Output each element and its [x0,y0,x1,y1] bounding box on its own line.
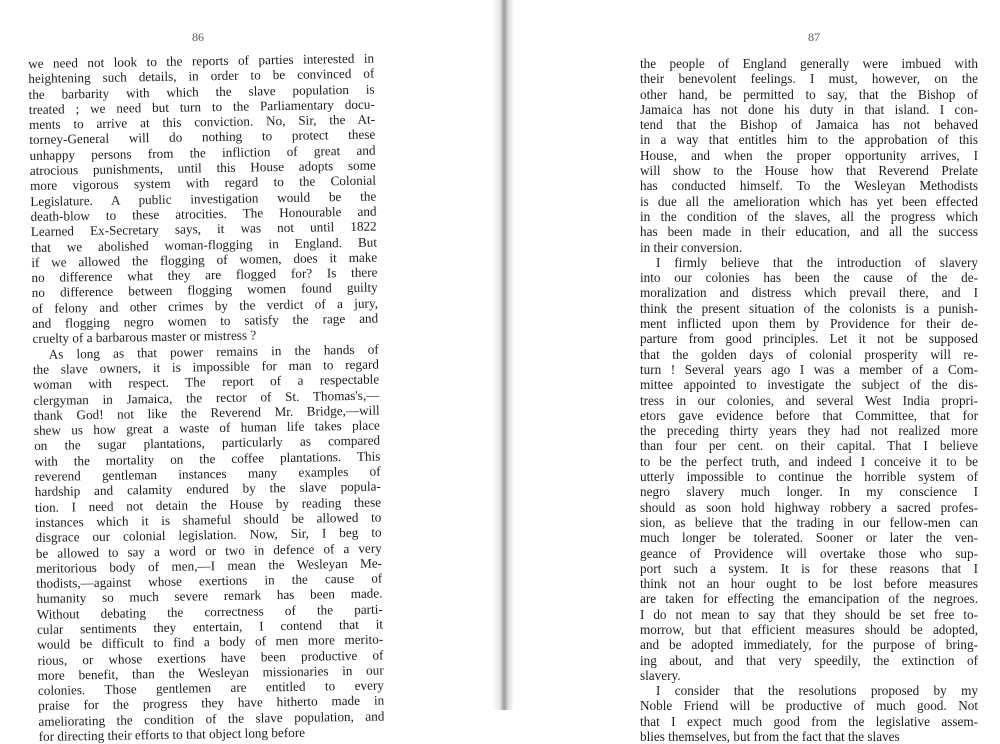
left-page-text [28,51,385,744]
text-line: thodists,—against whose exertions in the cause of [36,570,383,592]
text-line: geance of Providence will overtake those who sup- [640,545,978,561]
text-line: Noble Friend will be productive of much good. Not [640,698,978,714]
text-line: etors gave evidence before that Committee, that for [640,407,978,423]
text-line: As long as that power remains in the hands of [48,341,379,362]
text-line: rious, or whose exertions have been productive of [37,647,384,668]
text-line: unhappy persons from the infliction of great and [29,142,376,163]
text-line: in the condition of the slaves, all the progress which [640,208,978,224]
text-line: into our colonies has been the cause of the de- [640,270,978,286]
text-line: hardship and calamity endured by the slave popula- [34,478,381,500]
text-line: that the golden days of colonial prosperity will re- [640,346,978,362]
text-line: is due all the amelioration which has yet been effected [640,193,978,209]
text-line: negro slavery much longer. In my conscience I [640,484,978,500]
text-line: are taken for effecting the emancipation of the negroes. [640,591,978,607]
text-line: Without debating the correctness of the parti- [36,601,383,622]
text-line: their benevolent feelings. I must, however, on the [640,71,978,87]
text-line: cular sentiments they entertain, I contend that it [36,616,384,637]
text-line: tress in our colonies, and several West India propri- [640,392,978,408]
text-line: of felony and other crimes by the verdict of a jury, [31,295,379,316]
text-line: cruelty of a barbarous master or mistress ? [32,327,257,347]
text-line: has conducted himself. To the Wesleyan Methodists [640,178,978,194]
text-line: woman with respect. The report of a respectable [33,371,380,393]
text-line: disgrace our colonial legislation. Now, Sir, I beg to [35,524,382,546]
text-line: no difference what they are flogged for? Is there [31,264,378,286]
text-line: sion, as believe that the trading in our fellow-men can [640,514,978,530]
text-line: for directing their efforts to that object long before [38,724,306,744]
text-line: and flogging negro women to satisfy the rage and [32,310,379,332]
right-page [502,0,1000,744]
text-line: to be the perfect truth, and indeed I conceive it to be [640,453,978,469]
text-line: Jamaica has not done his duty in that island. I con- [640,101,978,117]
text-line: parture from good principles. Let it not be supposed [640,331,978,347]
text-line: I consider that the resolutions proposed by my [656,683,978,699]
text-line: torney-General will do nothing to protect these [29,127,376,148]
text-line: the barbarity with which the slave population is [28,81,375,102]
text-line: would be difficult to find a body of men more merito- [37,631,384,653]
text-line: morrow, but that efficient measures should be adopted, [640,621,978,637]
text-line: blies themselves, but from the fact that the slaves [640,729,900,744]
text-line: House, and when the proper opportunity arrives, I [640,147,978,163]
text-line: more benefit, than the Wesleyan missionaries in our [37,662,384,683]
text-line: more vigorous system with regard to the Colonial [29,172,377,194]
text-line: treated ; we need but turn to the Parliamentary docu- [28,96,375,117]
text-line: humanity so much severe remark has been made. [36,585,383,607]
text-line: in a way that entitles him to the approbation of this [640,132,978,148]
text-line: the slave owners, it is impossible for man to regard [32,356,379,377]
text-line: the people of England generally were imbued with [640,56,978,71]
text-line: in their conversion. [640,239,743,255]
text-line: think not an hour ought to be lost before measures [640,576,978,592]
text-line: moralization and distress which prevail there, and I [640,285,978,301]
text-line: shew us how great a waste of human life takes place [33,417,380,439]
text-line: ments to arrive at this conviction. No, Sir, the At- [28,111,376,133]
text-line: has been made in their education, and all the success [640,224,978,240]
text-line: other hand, be permitted to say, that the Bishop of [640,86,978,102]
text-line: we need not look to the reports of parties interested in [28,50,375,71]
text-line: thank God! not like the Reverend Mr. Bridge,—will [33,402,380,423]
text-line: on the sugar plantations, particularly as compared [34,432,381,454]
text-line: should as soon hold highway robbery a sacred profes- [640,499,978,515]
text-line: praise for the progress they have hitherto made in [38,692,385,714]
text-line: if we allowed the flogging of women, does it make [31,249,378,270]
text-line: Legislature. A public investigation would be the [30,188,377,209]
text-line: that we abolished woman-flogging in England. But [30,234,378,255]
text-line: heightening such details, in order to be convinced of [28,65,375,87]
text-line: slavery. [640,667,681,683]
text-line: reverend gentleman instances many examples of [34,463,381,484]
text-line: port such a system. It is for these reasons that I [640,560,978,576]
text-line: with the mortality on the coffee plantations. This [34,448,381,469]
text-line: instances which it is shameful should be allowed to [35,509,382,530]
text-line: that I expect much good from the legislative assem- [640,713,978,729]
text-line: no difference between flogging women found guilty [31,279,378,301]
text-line: colonies. Those gentlemen are entitled to every [37,677,385,699]
text-line: and be adopted immediately, for the purpose of bring- [640,637,978,653]
text-line: meritorious body of men,—I mean the Wesleyan Me- [35,555,383,576]
text-line: clergyman in Jamaica, the rector of St. Thomas's,— [33,387,380,408]
text-line: atrocious punishments, until this House adopts some [29,157,376,179]
text-line: tend that the Bishop of Jamaica has not behaved [640,117,978,133]
text-line: ment inflicted upon them by Providence for their de- [640,316,978,332]
text-line: than four per cent. on their capital. That I believe [640,438,978,454]
text-line: death-blow to these atrocities. The Honourable and [30,203,377,224]
text-line: tion. I need not detain the House by reading these [34,494,382,515]
text-line: utterly impossible to continue the horrible system of [640,469,978,485]
text-line: I do not mean to say that they should be set free to- [640,606,978,622]
page-number-left: 86 [192,30,204,44]
text-line: much longer be tolerated. Sooner or later the ven- [640,530,978,546]
text-line: Learned Ex-Secretary says, it was not until 1822 [30,218,377,240]
text-line: be allowed to say a word or two in defence of a very [35,540,382,561]
text-line: the preceding thirty years they had not realized more [640,423,978,439]
page-number-right: 87 [808,30,820,44]
text-line: I firmly believe that the introduction of slavery [656,254,978,270]
text-line: ameliorating the condition of the slave population, and [38,708,385,729]
text-line: ing about, and that very speedily, the extinction of [640,652,978,668]
text-line: mittee appointed to investigate the subject of the dis- [640,377,978,393]
right-page-text [640,56,978,744]
text-line: turn ! Several years ago I was a member of a Com- [640,361,978,377]
text-line: think the present situation of the colonists is a punish- [640,300,978,316]
text-line: will show to the House how that Reverend Prelate [640,163,978,179]
